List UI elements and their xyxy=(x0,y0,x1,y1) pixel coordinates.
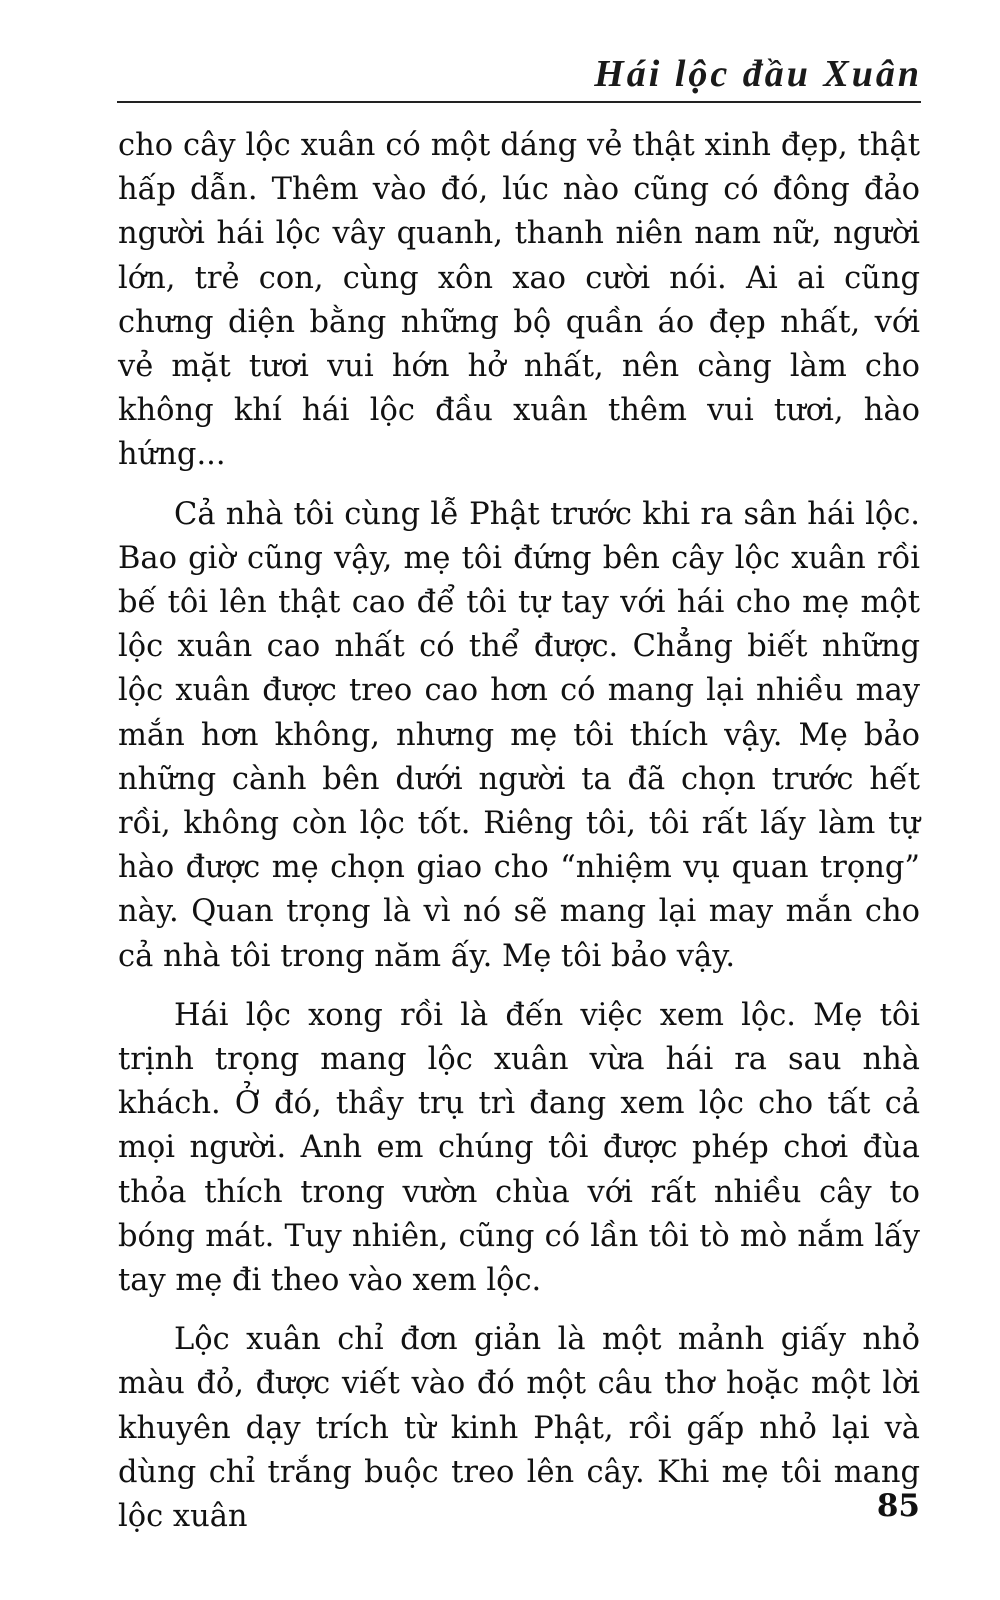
running-header-title: Hái lộc đầu Xuân xyxy=(594,53,922,95)
page-body xyxy=(118,124,920,1539)
paragraph-2: Cả nhà tôi cùng lễ Phật trước khi ra sân hái lộc. Bao giờ cũng vậy, mẹ tôi đứng bên cây lộc xuân rồi bế tôi lên thật cao để tôi tự tay với hái cho mẹ một lộc xuân cao nhất có thể được. Chẳng biết những lộc xuân được treo cao hơn có mang lại nhiều may mắn hơn không, nhưng mẹ tôi thích vậy. Mẹ bảo những cành bên dưới người ta đã chọn trước hết rồi, không còn lộc tốt. Riêng tôi, tôi rất lấy làm tự hào được mẹ chọn giao cho “nhiệm vụ quan trọng” này. Quan trọng là vì nó sẽ mang lại may mắn cho cả nhà tôi trong năm ấy. Mẹ tôi bảo vậy. xyxy=(118,496,920,974)
paragraph-3: Hái lộc xong rồi là đến việc xem lộc. Mẹ tôi trịnh trọng mang lộc xuân vừa hái ra sau nhà khách. Ở đó, thầy trụ trì đang xem lộc cho tất cả mọi người. Anh em chúng tôi được phép chơi đùa thỏa thích trong vườn chùa với rất nhiều cây to bóng mát. Tuy nhiên, cũng có lần tôi tò mò nắm lấy tay mẹ đi theo vào xem lộc. xyxy=(118,997,920,1299)
paragraph-1: cho cây lộc xuân có một dáng vẻ thật xinh đẹp, thật hấp dẫn. Thêm vào đó, lúc nào cũng có đông đảo người hái lộc vây quanh, thanh niên nam nữ, người lớn, trẻ con, cùng xôn xao cười nói. Ai ai cũng chưng diện bằng những bộ quần áo đẹp nhất, với vẻ mặt tươi vui hớn hở nhất, nên càng làm cho không khí hái lộc đầu xuân thêm vui tươi, hào hứng... xyxy=(118,128,920,473)
page-number: 85 xyxy=(876,1488,920,1524)
paragraph-4: Lộc xuân chỉ đơn giản là một mảnh giấy nhỏ màu đỏ, được viết vào đó một câu thơ hoặc một lời khuyên dạy trích từ kinh Phật, rồi gấp nhỏ lại và dùng chỉ trắng buộc treo lên cây. Khi mẹ tôi mang lộc xuân xyxy=(118,1322,920,1535)
header-divider xyxy=(117,101,921,103)
